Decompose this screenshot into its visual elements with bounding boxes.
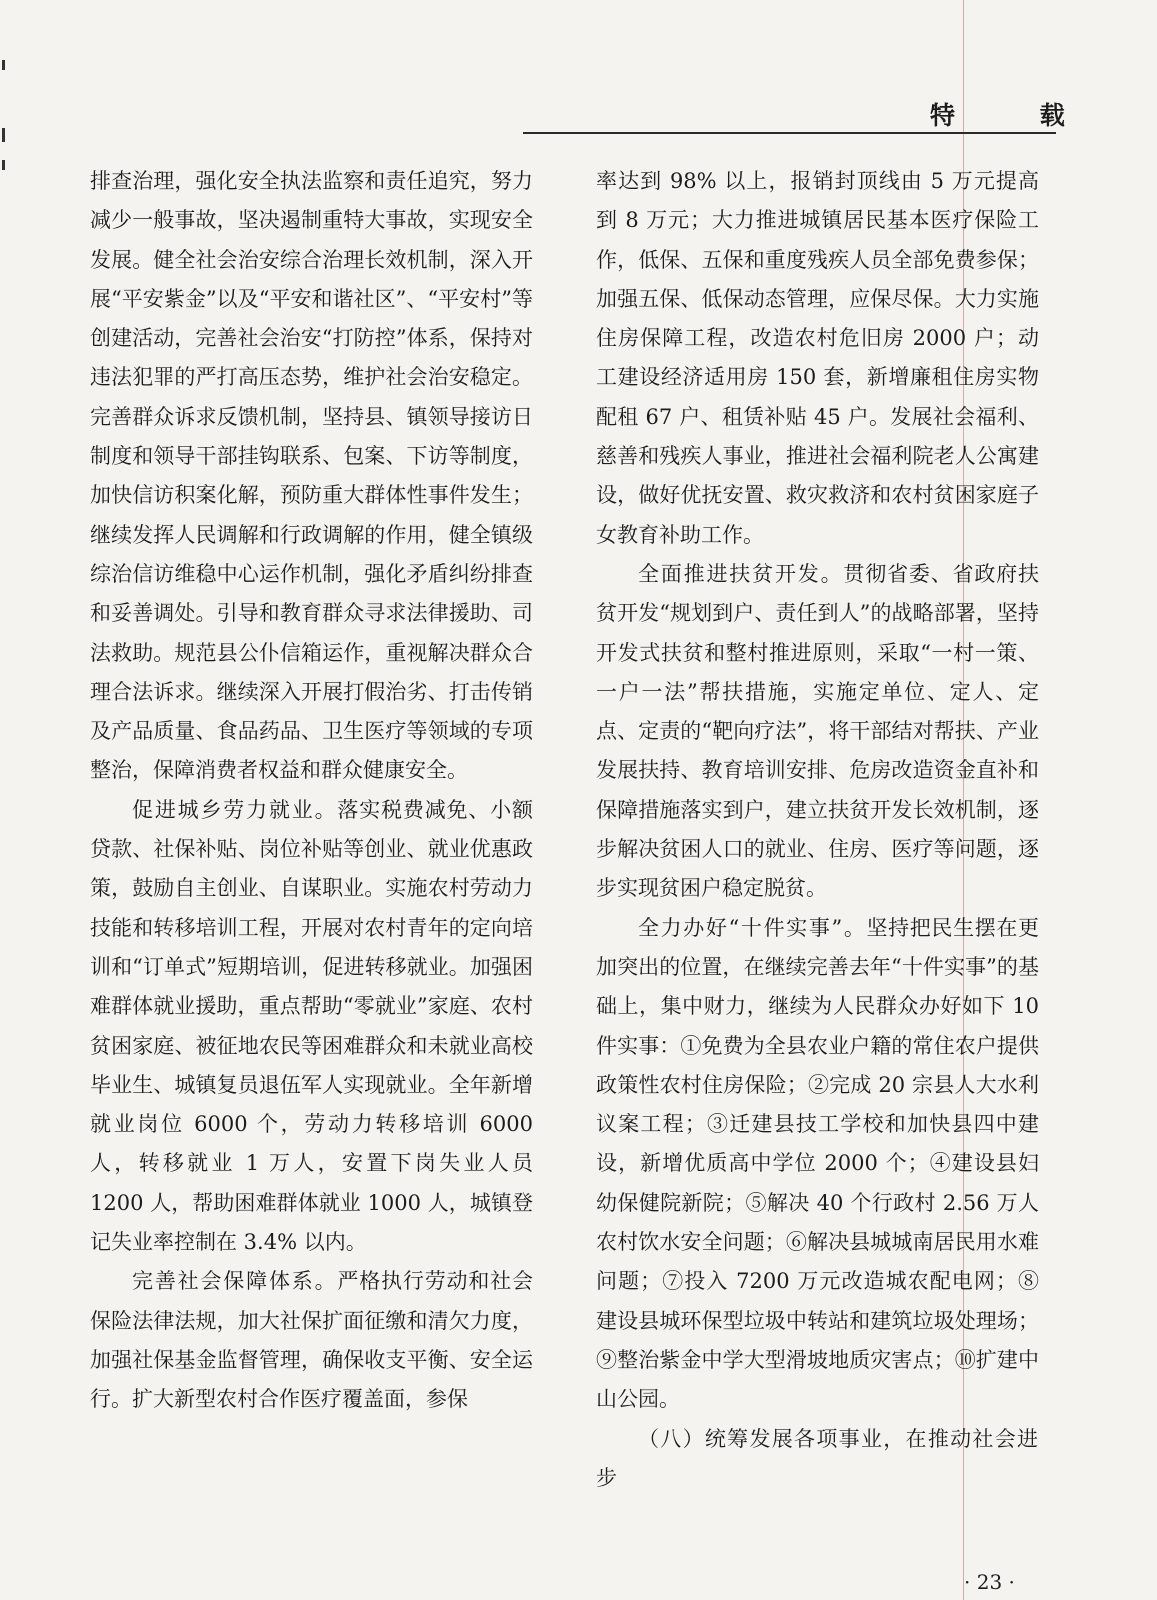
paragraph: 排查治理，强化安全执法监察和责任追究，努力减少一般事故，坚决遏制重特大事故，实现安全发展。健全社会治安综合治理长效机制，深入开展“平安紫金”以及“平安和谐社区”、“平安村”等创建活动，完善社会治安“打防控”体系，保持对违法犯罪的严打高压态势，维护社会治安稳定。完善群众诉求反馈机制，坚持县、镇领导接访日制度和领导干部挂钩联系、包案、下访等制度，加快信访积案化解，预防重大群体性事件发生；继续发挥人民调解和行政调解的作用，健全镇级综治信访维稳中心运作机制，强化矛盾纠纷排查和妥善调处。引导和教育群众寻求法律援助、司法救助。规范县公仆信箱运作，重视解决群众合理合法诉求。继续深入开展打假治劣、打击传销及产品质量、食品药品、卫生医疗等领域的专项整治，保障消费者权益和群众健康安全。 bbox=[90, 169, 533, 783]
left-column bbox=[90, 162, 533, 1420]
paragraph-body: 贯彻省委、省政府扶贫开发“规划到户、责任到人”的战略部署，坚持开发式扶贫和整村推进原则，采取“一村一策、一户一法”帮扶措施，实施定单位、定人、定点、定责的“靶向疗法”，将干部结对帮扶、产业发展扶持、教育培训安排、危房改造资金直补和保障措施落实到户，建立扶贫开发长效机制，逐步解决贫困人口的就业、住房、医疗等问题，逐步实现贫困户稳定脱贫。 bbox=[596, 561, 1040, 901]
paragraph bbox=[90, 791, 533, 1263]
right-column bbox=[596, 162, 1039, 1498]
paragraph: 率达到 98% 以上，报销封顶线由 5 万元提高到 8 万元；大力推进城镇居民基本医疗保险工作，低保、五保和重度残疾人员全部免费参保；加强五保、低保动态管理，应保尽保。大力实施住房保障工程，改造农村危旧房 2000 户；动工建设经济适用房 150 套，新增廉租住房实物配租 67 户、租赁补贴 45 户。发展社会福利、慈善和残疾人事业，推进社会福利院老人公寓建设，做好优抚安置、救灾救济和农村贫困家庭子女教育补助工作。 bbox=[596, 169, 1039, 547]
scan-margin-mark bbox=[2, 60, 5, 70]
paragraph-body: 严格执行劳动和社会保险法律法规，加大社保扩面征缴和清欠力度，加强社保基金监督管理，确保收支平衡、安全运行。扩大新型农村合作医疗覆盖面，参保 bbox=[90, 1269, 534, 1412]
paragraph-body: 坚持把民生摆在更加突出的位置，在继续完善去年“十件实事”的基础上，集中财力，继续为人民群众办好如下 10 件实事：①免费为全县农业户籍的常住农户提供政策性农村住房保险；②完成 20 宗县人大水利议案工程；③迁建县技工学校和加快县四中建设，新增优质高中学位 2000 个；④建设县妇幼保健院新院；⑤解决 40 个行政村 2.56 万人农村饮水安全问题；⑥解决县城城南居民用水难问题；⑦投入 7200 万元改造城农配电网；⑧建设县城环保型垃圾中转站和建筑垃圾处理场；⑨整治紫金中学大型滑坡地质灾害点；⑩扩建中山公园。 bbox=[596, 915, 1039, 1412]
paragraph bbox=[596, 555, 1039, 909]
paragraph-lead: 全面推进扶贫开发。 bbox=[638, 561, 844, 586]
paragraph-lead: 完善社会保障体系。 bbox=[132, 1269, 338, 1294]
scan-margin-mark bbox=[2, 128, 5, 142]
paragraph-lead: 促进城乡劳力就业。 bbox=[132, 797, 338, 822]
scan-margin-mark bbox=[2, 160, 5, 170]
page-number: · 23 · bbox=[964, 1570, 1015, 1594]
header-rule bbox=[523, 132, 1056, 134]
section-title: 特 载 bbox=[930, 101, 1103, 130]
paragraph bbox=[596, 909, 1039, 1420]
paragraph-body: 落实税费减免、小额贷款、社保补贴、岗位补贴等创业、就业优惠政策，鼓励自主创业、自谋职业。实施农村劳动力技能和转移培训工程，开展对农村青年的定向培训和“订单式”短期培训，促进转移就业。加强困难群体就业援助，重点帮助“零就业”家庭、农村贫困家庭、被征地农民等困难群众和未就业高校毕业生、城镇复员退伍军人实现就业。全年新增就业岗位 6000 个，劳动力转移培训 6000 人，转移就业 1 万人，安置下岗失业人员 1200 人，帮助困难群体就业 1000 人，城镇登记失业率控制在 3.4% 以内。 bbox=[90, 797, 534, 1255]
paragraph: （八）统筹发展各项事业，在推动社会进步 bbox=[596, 1426, 1039, 1490]
paragraph-lead: 全力办好“十件实事”。 bbox=[638, 915, 867, 940]
paragraph bbox=[90, 1262, 533, 1419]
